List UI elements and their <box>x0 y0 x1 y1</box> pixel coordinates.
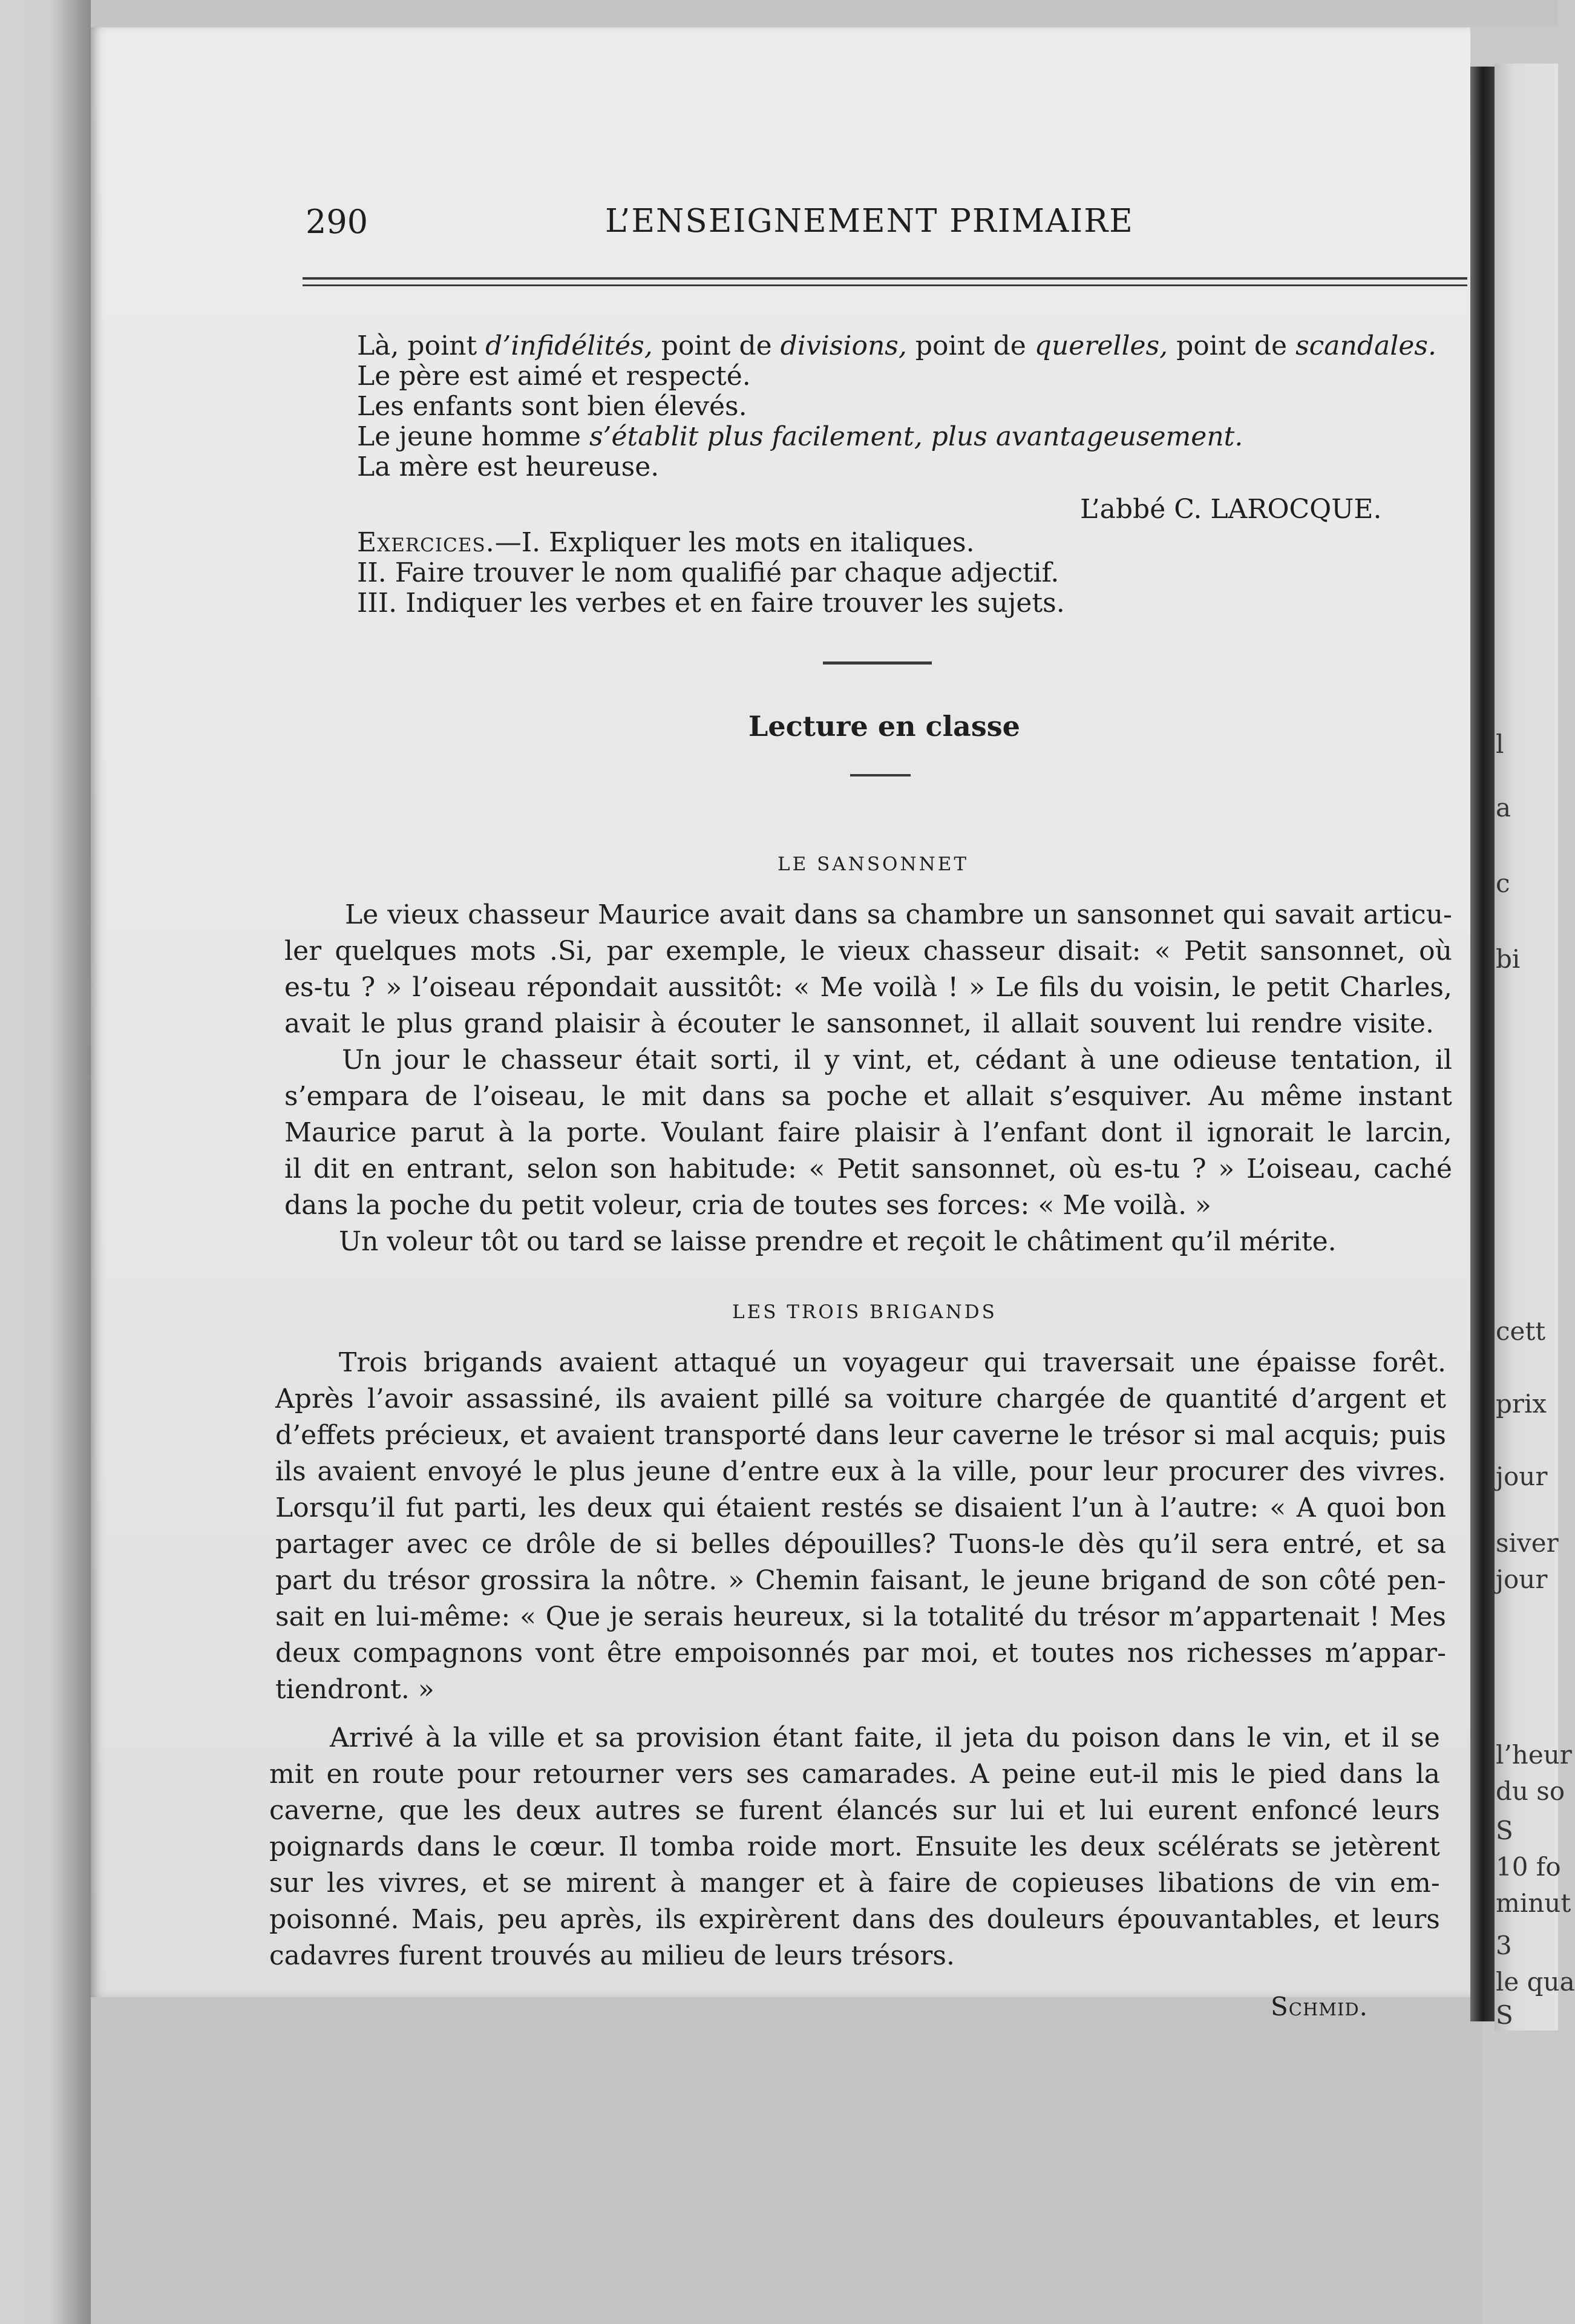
story1-line: ler quelques mots .Si, par exemple, le vieux chasseur disait: « Petit sansonnet, où <box>284 936 1452 967</box>
poem-line-3: Les enfants sont bien élevés. <box>357 391 747 422</box>
story2-line: poignards dans le cœur. Il tomba roide mort. Ensuite les deux scélérats se jetèrent <box>269 1831 1440 1862</box>
story2-line: caverne, que les deux autres se furent élancés sur lui et lui eurent enfoncé leurs <box>269 1795 1440 1826</box>
story2-line: sait en lui-même: « Que je serais heureux, si la totalité du trésor m’appartenait ! Mes <box>275 1601 1446 1632</box>
poem-line-4: Le jeune homme s’établit plus facilement, plus avantageusement. <box>357 421 1243 452</box>
next-page-fragment: cett <box>1496 1316 1546 1346</box>
header-rule-top <box>303 277 1467 280</box>
next-page-fragment: minut <box>1496 1888 1571 1918</box>
story1-line: Le vieux chasseur Maurice avait dans sa chambre un sansonnet qui savait articu- <box>345 899 1452 930</box>
story2-line: Arrivé à la ville et sa provision étant faite, il jeta du poison dans le vin, et il se <box>330 1722 1440 1753</box>
next-page-fragment: bi <box>1496 944 1521 974</box>
story2-line: Lorsqu’il fut parti, les deux qui étaient restés se disaient l’un à l’autre: « A quoi bon <box>275 1492 1446 1523</box>
next-page-fragment: S <box>1496 2000 1513 2030</box>
story1-line: Maurice parut à la porte. Voulant faire plaisir à l’enfant dont il ignorait le larcin, <box>284 1117 1452 1148</box>
next-page-fragment: jour <box>1496 1564 1548 1594</box>
next-page-fragment: l <box>1496 729 1504 759</box>
next-page-fragment: du so <box>1496 1776 1565 1806</box>
section-title-rule <box>850 774 911 776</box>
story2-line: d’effets précieux, et avaient transporté dans leur caverne le trésor si mal acquis; puis <box>275 1420 1446 1451</box>
story2-line: deux compagnons vont être empoisonnés par moi, et toutes nos richesses m’appar- <box>275 1638 1446 1669</box>
story2-line: poisonné. Mais, peu après, ils expirèrent dans des douleurs épouvantables, et leurs <box>269 1904 1440 1935</box>
poem-author: L’abbé C. LAROCQUE. <box>1080 494 1382 525</box>
next-page-fragment: prix <box>1496 1389 1547 1419</box>
next-page-fragment: S <box>1496 1816 1513 1845</box>
next-page-fragment: jour <box>1496 1462 1548 1491</box>
story2-line: sur les vivres, et se mirent à manger et à faire de copieuses libations de vin em- <box>269 1868 1440 1899</box>
poem-line-5: La mère est heureuse. <box>357 451 660 482</box>
exercise-2: II. Faire trouver le nom qualifié par chaque adjectif. <box>357 557 1059 588</box>
poem-line-1: Là, point d’infidélités, point de divisions, point de querelles, point de scandales. <box>357 330 1436 361</box>
poem-line-2: Le père est aimé et respecté. <box>357 361 751 392</box>
running-title: L’ENSEIGNEMENT PRIMAIRE <box>605 203 1134 240</box>
story1-line: es-tu ? » l’oiseau répondait aussitôt: « Me voilà ! » Le fils du voisin, le petit Charles, <box>284 972 1452 1003</box>
page-number: 290 <box>306 203 368 241</box>
story1-line: Un voleur tôt ou tard se laisse prendre et reçoit le châtiment qu’il mérite. <box>339 1226 1337 1257</box>
story2-line: tiendront. » <box>275 1674 434 1705</box>
story2-line: partager avec ce drôle de si belles dépouilles? Tuons-le dès qu’il sera entré, et sa <box>275 1529 1446 1560</box>
exercise-3: III. Indiquer les verbes et en faire trouver les sujets. <box>357 588 1065 619</box>
story2-title: LES TROIS BRIGANDS <box>732 1301 997 1323</box>
story2-author: Schmid. <box>1271 1992 1369 2021</box>
next-page-fragment: a <box>1496 793 1511 822</box>
next-page-fragment: 10 fo <box>1496 1852 1561 1882</box>
next-page-fragment: c <box>1496 868 1510 898</box>
story2-line: part du trésor grossira la nôtre. » Chemin faisant, le jeune brigand de son côté pen- <box>275 1565 1446 1596</box>
story1-line: Un jour le chasseur était sorti, il y vint, et, cédant à une odieuse tentation, il <box>342 1045 1452 1075</box>
story1-line: s’empara de l’oiseau, le mit dans sa poche et allait s’esquiver. Au même instant <box>284 1081 1452 1112</box>
story2-line: Trois brigands avaient attaqué un voyageur qui traversait une épaisse forêt. <box>339 1347 1446 1378</box>
story2-line: ils avaient envoyé le plus jeune d’entre eux à la ville, pour leur procurer des vivres. <box>275 1456 1446 1487</box>
story2-line: mit en route pour retourner vers ses camarades. A peine eut-il mis le pied dans la <box>269 1759 1440 1790</box>
story1-title: LE SANSONNET <box>778 853 969 875</box>
next-page-fragment: siver <box>1496 1528 1559 1558</box>
exercise-1: Exercices.—I. Expliquer les mots en italiques. <box>357 527 975 558</box>
story1-line: il dit en entrant, selon son habitude: « Petit sansonnet, où es-tu ? » L’oiseau, caché <box>284 1154 1452 1184</box>
story2-line: cadavres furent trouvés au milieu de leurs trésors. <box>269 1940 955 1971</box>
story1-line: avait le plus grand plaisir à écouter le sansonnet, il allait souvent lui rendre visite. <box>284 1008 1434 1039</box>
header-rule-bottom <box>303 284 1467 286</box>
next-page-fragment: 3 <box>1496 1931 1512 1960</box>
story1-line: dans la poche du petit voleur, cria de toutes ses forces: « Me voilà. » <box>284 1190 1211 1221</box>
next-page-fragment: le qua <box>1496 1967 1575 1997</box>
section-divider <box>823 661 932 665</box>
next-page-fragment: l’heur <box>1496 1740 1572 1770</box>
section-title: Lecture en classe <box>748 710 1020 743</box>
story2-line: Après l’avoir assassiné, ils avaient pillé sa voiture chargée de quantité d’argent et <box>275 1384 1446 1414</box>
